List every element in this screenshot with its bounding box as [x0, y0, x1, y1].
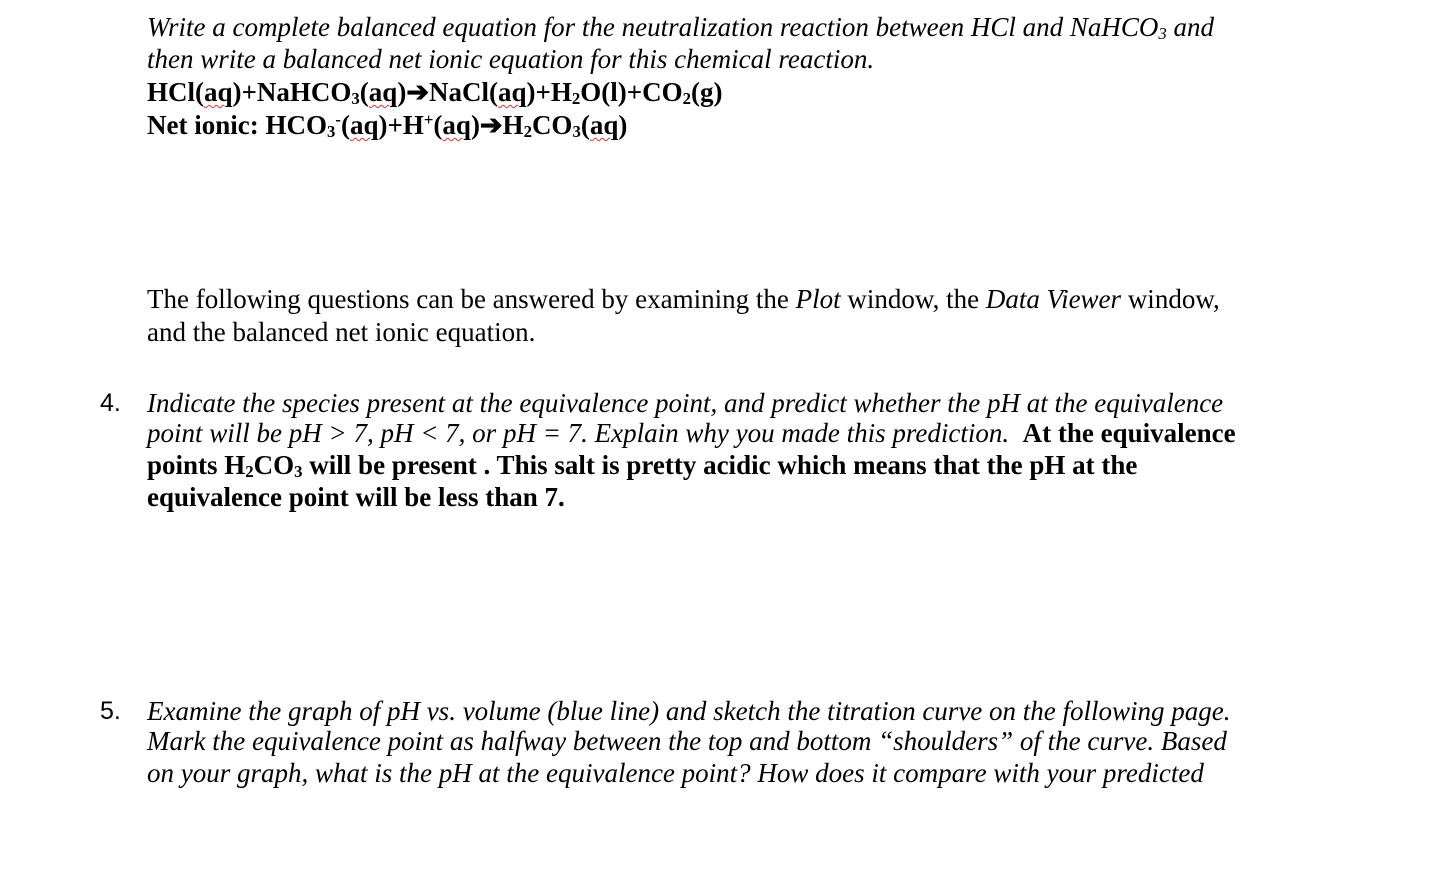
equation-text: O(l)+CO	[580, 77, 683, 107]
subscript: 3	[1158, 24, 1167, 43]
spellcheck-word: aq	[589, 110, 619, 140]
instructions-text: The following questions can be answered by examining the	[147, 284, 796, 314]
question-4-answer-line-3	[147, 449, 1137, 481]
equation-text: )+H	[378, 110, 424, 140]
answer-text: CO	[253, 450, 295, 480]
equation-text: )+NaHCO	[232, 77, 352, 107]
balanced-equation	[147, 76, 722, 108]
spellcheck-word: aq	[204, 77, 233, 107]
subscript: 3	[572, 122, 581, 141]
subscript: 3	[351, 89, 360, 108]
equation-text: Net ionic: HCO	[147, 110, 327, 140]
intro-question-line-2: then write a balanced net ionic equation for this chemical reaction.	[147, 44, 875, 74]
spellcheck-word: aq	[368, 77, 398, 107]
equation-text: )➔H	[470, 110, 524, 140]
equation-text: (	[340, 110, 350, 140]
equation-text: (	[580, 110, 590, 140]
equation-text: )➔NaCl(	[397, 77, 498, 107]
equation-text: HCl(	[147, 77, 204, 107]
question-5-line-3: on your graph, what is the pH at the equivalence point? How does it compare with your predicted	[147, 758, 1204, 788]
subscript: 2	[571, 89, 581, 108]
equation-text: (g)	[690, 77, 723, 107]
question-4-answer-line-4: equivalence point will be less than 7.	[147, 482, 565, 512]
net-ionic-equation	[147, 109, 627, 141]
equation-text: CO	[531, 110, 573, 140]
question-text: point will be pH > 7, pH < 7, or pH = 7. Explain why you made this prediction.	[147, 418, 1010, 448]
spellcheck-word: aq	[349, 110, 379, 140]
question-5-line-2: Mark the equivalence point as halfway between the top and bottom “shoulders” of the curve. Based	[147, 726, 1227, 756]
instructions-text: Data Viewer	[985, 284, 1122, 314]
subscript: 2	[523, 122, 532, 141]
intro-question-line-1	[147, 11, 1214, 43]
instructions-line-2: and the balanced net ionic equation.	[147, 317, 536, 347]
question-5-line-1: Examine the graph of pH vs. volume (blue line) and sketch the titration curve on the following page.	[147, 696, 1231, 726]
equation-text: )	[618, 110, 628, 140]
subscript: 3	[326, 122, 336, 141]
answer-text: points H	[147, 450, 246, 480]
question-4-line-1: Indicate the species present at the equivalence point, and predict whether the pH at the equivalence	[147, 388, 1224, 418]
superscript: +	[423, 109, 434, 129]
intro-text: and	[1166, 12, 1214, 42]
instructions-text: Plot	[795, 284, 841, 314]
answer-text: will be present . This salt is pretty acidic which means that the pH at the	[302, 450, 1138, 480]
instructions-text: window,	[1121, 284, 1220, 314]
instructions-text: window, the	[840, 284, 986, 314]
spellcheck-word: aq	[442, 110, 471, 140]
superscript: -	[335, 109, 341, 129]
question-4-line-2	[147, 417, 1236, 449]
subscript: 2	[245, 462, 254, 481]
question-4-number: 4.	[100, 389, 121, 417]
subscript: 3	[294, 462, 303, 481]
spellcheck-word: aq	[497, 77, 527, 107]
equation-text: )+H	[526, 77, 572, 107]
equation-text: (	[433, 110, 443, 140]
answer-text: At the equivalence	[1022, 418, 1236, 448]
subscript: 2	[682, 89, 691, 108]
intro-text: Write a complete balanced equation for the neutralization reaction between HCl and NaHCO	[147, 12, 1159, 42]
equation-text: (	[359, 77, 369, 107]
instructions-line-1	[147, 283, 1220, 315]
question-5-number: 5.	[100, 697, 121, 725]
